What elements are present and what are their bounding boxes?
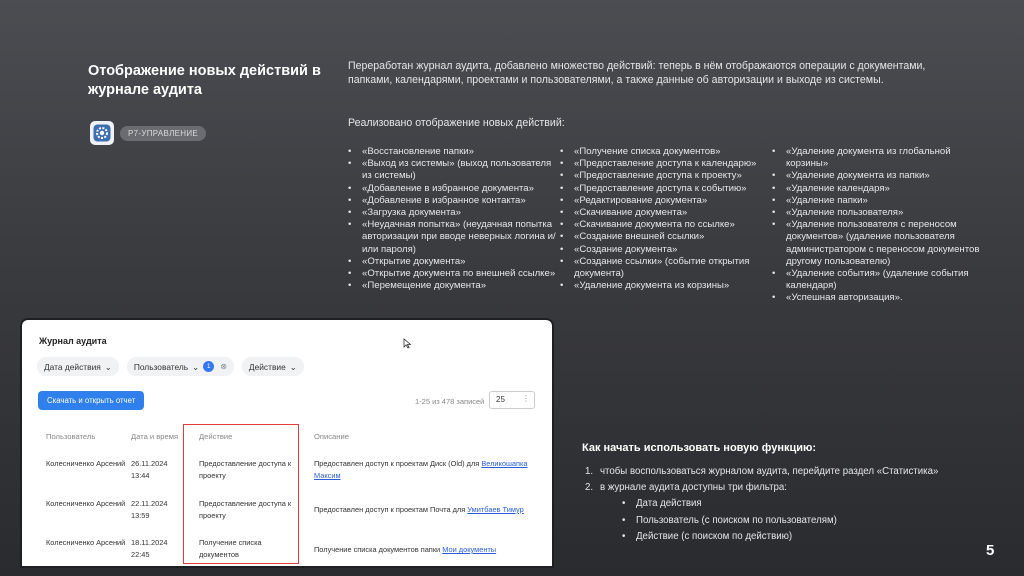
actions-list-col1 bbox=[348, 146, 558, 292]
per-page-select[interactable] bbox=[489, 391, 535, 409]
list-item: • «Удаление события» (удаление события календаря) bbox=[772, 268, 982, 292]
list-item: • «Добавление в избранное контакта» bbox=[348, 195, 558, 207]
filter-user[interactable] bbox=[127, 357, 234, 376]
audit-log-panel bbox=[22, 320, 552, 566]
table-row-description: Получение списка документов папки Мои документы bbox=[314, 545, 497, 554]
table-row-description: Предоставлен доступ к проектам Почта для Умитбаев Тимур bbox=[314, 505, 524, 514]
column-header-date[interactable]: Дата и время bbox=[131, 432, 179, 441]
filter-user-label: Пользователь bbox=[133, 361, 189, 372]
slide-title: Отображение новых действий в журнале аудита bbox=[88, 63, 321, 98]
table-row-user: Колесниченко Арсений bbox=[46, 538, 126, 547]
howto-filter-item: • Пользователь (с поиском по пользователям) bbox=[585, 513, 938, 529]
table-row-action: Предоставление доступа к проекту bbox=[199, 459, 292, 480]
table-row-user: Колесниченко Арсений bbox=[46, 499, 126, 508]
list-item: • «Удаление пользователя с переносом документов» (удаление пользователя администратором с переносом документов другому пользователю) bbox=[772, 219, 982, 268]
list-item: • «Предоставление доступа к проекту» bbox=[560, 170, 772, 182]
list-item: • «Перемещение документа» bbox=[348, 280, 558, 292]
list-item: • «Удаление документа из глобальной корзины» bbox=[772, 146, 982, 170]
howto-title: Как начать использовать новую функцию: bbox=[582, 442, 817, 454]
list-item: • «Успешная авторизация». bbox=[772, 292, 982, 304]
filter-action-label: Действие bbox=[248, 361, 286, 372]
actions-list-col2 bbox=[560, 146, 772, 292]
page-number: 5 bbox=[986, 542, 995, 559]
list-item: • «Удаление документа из корзины» bbox=[560, 280, 772, 292]
list-item: • «Удаление документа из папки» bbox=[772, 170, 982, 182]
list-item: • «Удаление пользователя» bbox=[772, 207, 982, 219]
table-row-date: 18.11.2024 22:45 bbox=[131, 538, 168, 559]
folder-link[interactable]: Мои документы bbox=[442, 545, 497, 554]
list-item: • «Создание ссылки» (событие открытия документа) bbox=[560, 256, 772, 280]
chevron-down-icon: ⌄ bbox=[289, 361, 297, 372]
download-report-button[interactable]: Скачать и открыть отчет bbox=[38, 391, 144, 410]
action-column-highlight bbox=[183, 424, 299, 564]
user-link[interactable]: Великошапка Максим bbox=[314, 459, 528, 480]
howto-list bbox=[585, 464, 938, 545]
list-item: • «Неудачная попытка» (неудачная попытка авторизации при вводе неверных логина и/или пароля) bbox=[348, 219, 558, 256]
list-item: • «Открытие документа» bbox=[348, 256, 558, 268]
clear-filter-icon[interactable]: ⊗ bbox=[220, 362, 227, 371]
list-item: • «Скачивание документа» bbox=[560, 207, 772, 219]
list-item: • «Добавление в избранное документа» bbox=[348, 183, 558, 195]
per-page-value: 25 bbox=[496, 395, 505, 404]
list-item: • «Открытие документа по внешней ссылке» bbox=[348, 268, 558, 280]
filter-bar bbox=[37, 357, 304, 376]
table-row-description: Предоставлен доступ к проектам Диск (Old) для Великошапка Максим bbox=[314, 459, 528, 480]
table-row-user: Колесниченко Арсений bbox=[46, 459, 126, 468]
list-item: • «Восстановление папки» bbox=[348, 146, 558, 158]
column-header-description[interactable]: Описание bbox=[314, 432, 349, 441]
list-item: • «Получение списка документов» bbox=[560, 146, 772, 158]
list-item: • «Редактирование документа» bbox=[560, 195, 772, 207]
product-badge-label: Р7-УПРАВЛЕНИЕ bbox=[120, 126, 206, 141]
filter-date-label: Дата действия bbox=[44, 361, 101, 372]
filter-count-badge: 1 bbox=[203, 361, 214, 372]
table-row-date: 26.11.2024 13:44 bbox=[131, 459, 168, 480]
kebab-menu-icon[interactable]: ⋮ bbox=[522, 394, 530, 403]
list-item: • «Предоставление доступа к событию» bbox=[560, 183, 772, 195]
table-row-action: Получение списка документов bbox=[199, 538, 262, 559]
list-item: • «Скачивание документа по ссылке» bbox=[560, 219, 772, 231]
list-item: • «Создание внешней ссылки» bbox=[560, 231, 772, 243]
audit-log-title: Журнал аудита bbox=[39, 336, 107, 346]
chevron-down-icon: ⌄ bbox=[192, 361, 200, 372]
product-badge bbox=[90, 121, 206, 145]
actions-list-col3 bbox=[772, 146, 982, 305]
table-row-date: 22.11.2024 13:59 bbox=[131, 499, 168, 520]
howto-filter-item: • Действие (с поиском по действию) bbox=[585, 529, 938, 545]
list-item: • «Предоставление доступа к календарю» bbox=[560, 158, 772, 170]
user-link[interactable]: Умитбаев Тимур bbox=[467, 505, 524, 514]
list-item: • «Удаление календаря» bbox=[772, 183, 982, 195]
filter-action[interactable] bbox=[242, 357, 304, 376]
howto-filter-item: • Дата действия bbox=[585, 496, 938, 512]
howto-step: 2. в журнале аудита доступны три фильтра: bbox=[585, 482, 787, 494]
table-row-action: Предоставление доступа к проекту bbox=[199, 499, 292, 520]
actions-subheading: Реализовано отображение новых действий: bbox=[348, 117, 565, 129]
howto-step: 1. чтобы воспользоваться журналом аудита, перейдите раздел «Статистика» bbox=[585, 466, 939, 477]
filter-date[interactable] bbox=[37, 357, 119, 376]
list-item: • «Загрузка документа» bbox=[348, 207, 558, 219]
list-item: • «Удаление папки» bbox=[772, 195, 982, 207]
intro-paragraph: Переработан журнал аудита, добавлено множество действий: теперь в нём отображаются операции с документами, папками, календарями, проектами и пользователями, а также данные об авторизации и выходе из системы. bbox=[348, 60, 926, 86]
mouse-cursor-icon bbox=[403, 338, 412, 352]
list-item: • «Выход из системы» (выход пользователя из системы) bbox=[348, 158, 558, 182]
list-item: • «Создание документа» bbox=[560, 244, 772, 256]
gear-logo-icon bbox=[90, 121, 114, 145]
chevron-down-icon: ⌄ bbox=[104, 361, 112, 372]
column-header-user[interactable]: Пользователь bbox=[46, 432, 96, 441]
records-counter: 1-25 из 478 записей bbox=[415, 397, 485, 406]
column-header-action[interactable]: Действие bbox=[199, 432, 233, 441]
